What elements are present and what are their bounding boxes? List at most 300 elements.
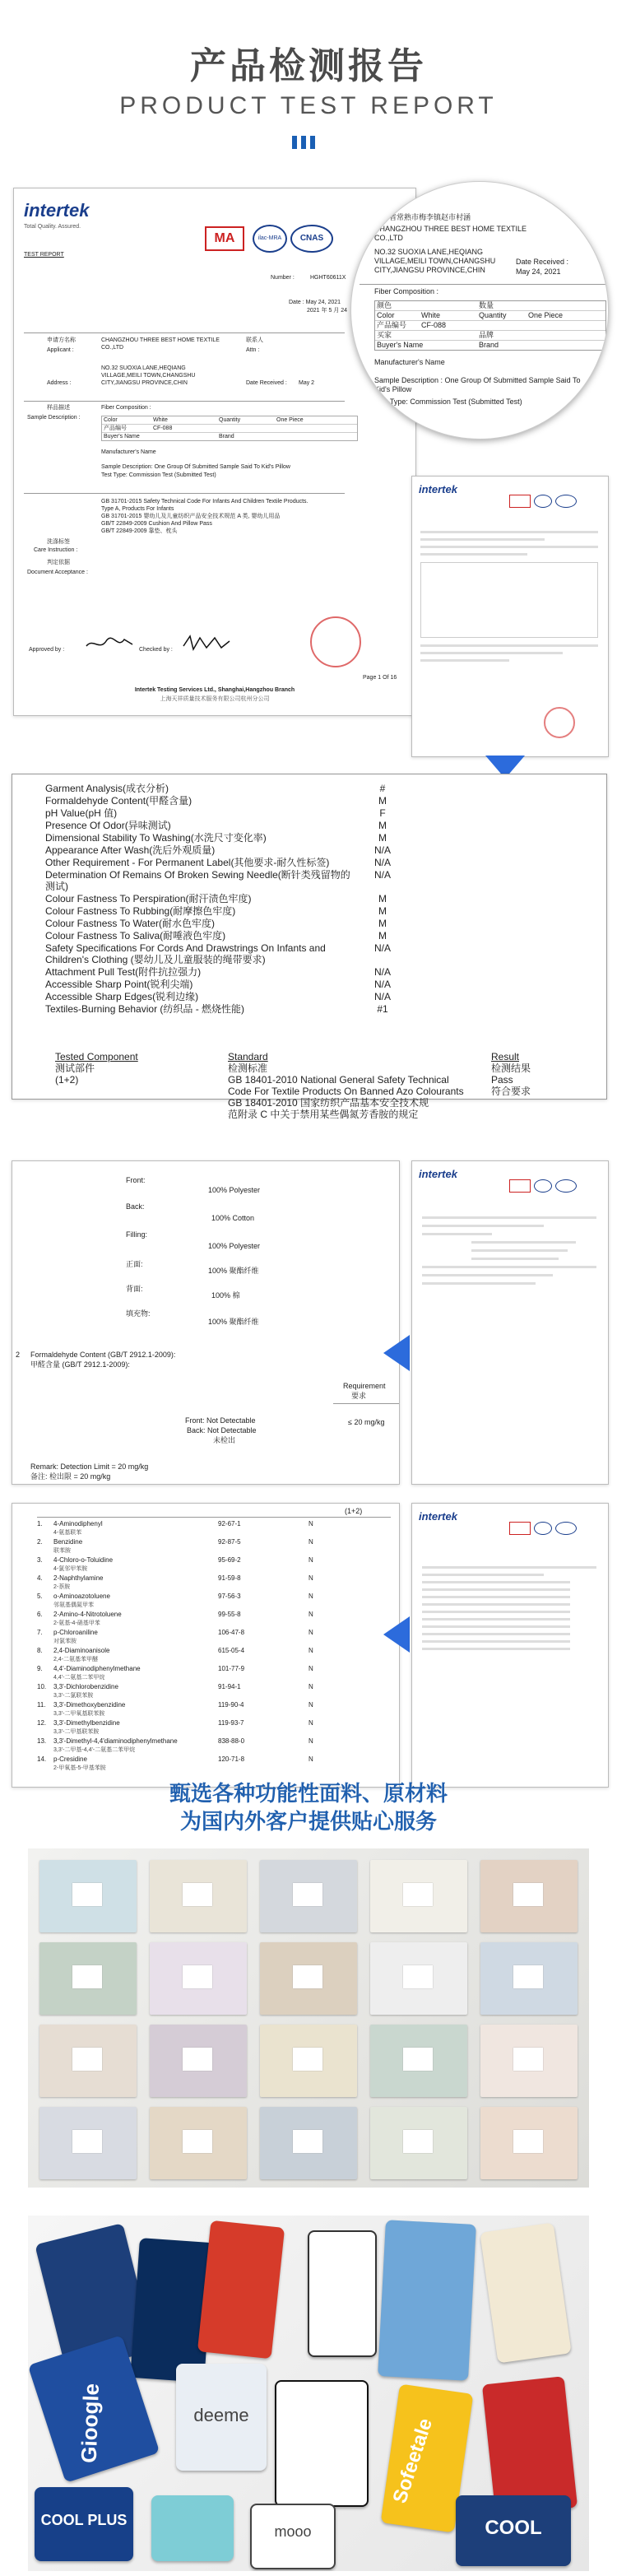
header-dots [292, 136, 315, 153]
fabric-swatch [260, 2107, 357, 2179]
thumb-logo: intertek [419, 483, 457, 495]
result-item-value: M [378, 893, 387, 904]
azo-row [37, 1629, 391, 1637]
azo-row [37, 1647, 391, 1655]
azo-res: N [308, 1719, 313, 1727]
azo-head: (1+2) [345, 1507, 363, 1515]
azo-cn: 2-萘胺 [53, 1584, 71, 1590]
footer-line1: Intertek Testing Services Ltd., Shanghai,Hangzhou Branch [134, 687, 295, 693]
azo-row [37, 1737, 391, 1746]
tag-text: deeme [193, 2405, 249, 2425]
sample-desc-cn: 样品描述 [47, 405, 70, 411]
standard-line: Type A, Products For Infants [101, 506, 174, 512]
result-row [45, 966, 580, 978]
tag-text: Gioogle [76, 2383, 104, 2464]
res-value-cn: 符合要求 [491, 1086, 531, 1097]
azo-res: N [308, 1755, 313, 1763]
azo-cas: 106-47-8 [218, 1629, 245, 1636]
result-item-name: Colour Fastness To Saliva(耐唾液色牢度) [45, 930, 226, 942]
fabric-swatch [480, 1860, 578, 1932]
report-thumb-3 [411, 1503, 609, 1788]
front-label: Front: [126, 1176, 146, 1184]
slogan-line2: 为国内外客户提供贴心服务 [179, 1809, 437, 1834]
back-value: 100% Cotton [211, 1214, 255, 1222]
result-item-name: Accessible Sharp Edges(锐利边缘) [45, 991, 199, 1002]
fabric-swatch [39, 2107, 137, 2179]
swatch-label [293, 2130, 322, 2153]
result-block [491, 1051, 531, 1097]
azo-row [37, 1611, 391, 1619]
fabric-swatch [39, 1942, 137, 2015]
result-item-value: N/A [373, 857, 391, 868]
azo-cas: 95-69-2 [218, 1556, 241, 1564]
result-item-value: # [379, 783, 386, 794]
result-row [45, 930, 580, 942]
brand-label: Brand [219, 434, 234, 439]
result-item-value: M [378, 795, 387, 807]
azo-name: 2,4-Diaminoanisole [53, 1647, 110, 1654]
front-value: 100% Polyester [208, 1186, 261, 1194]
result-item-name: pH Value(pH 值) [45, 807, 118, 819]
hang-tag [197, 2220, 285, 2360]
fabric-swatch [150, 1942, 247, 2015]
item-label: 产品编号 [104, 425, 127, 431]
cnas-badge: CNAS [290, 225, 333, 253]
result-item-value: N/A [373, 991, 391, 1002]
azo-cas: 91-59-8 [218, 1574, 241, 1582]
result-item-value: N/A [373, 966, 391, 978]
azo-cas: 99-55-8 [218, 1611, 241, 1618]
zoom-buyer-en: Buyer's Name [377, 341, 424, 349]
swatch-label [293, 2048, 322, 2071]
filling-value-cn: 100% 聚酯纤维 [208, 1318, 259, 1326]
std-line: Code For Textile Products On Banned Azo Colourants [228, 1086, 464, 1097]
zoom-table [374, 300, 606, 351]
azo-no: 3. [37, 1556, 43, 1564]
header-title-cn: 产品检测报告 [190, 46, 427, 86]
hang-tag [35, 2487, 133, 2561]
azo-res: N [308, 1701, 313, 1709]
result-item-value: N/A [373, 979, 391, 990]
sample-desc-en: Sample Description : [27, 415, 81, 421]
azo-no: 1. [37, 1520, 43, 1527]
result-item-name: Dimensional Stability To Washing(水洗尺寸变化率) [45, 832, 267, 844]
back-value-cn: 100% 棉 [211, 1291, 240, 1300]
result-row [45, 857, 580, 868]
filling-value: 100% Polyester [208, 1242, 261, 1250]
hang-tag [176, 2364, 267, 2471]
fabric-swatches-photo [28, 1848, 589, 2188]
azo-cn: 4-氨基联苯 [53, 1530, 82, 1536]
applicant-value: CHANGZHOU THREE BEST HOME TEXTILE CO.,LTD [101, 337, 220, 351]
result-row [45, 783, 580, 794]
azo-cn: 联苯胺 [53, 1548, 71, 1554]
checked-label: Checked by : [139, 647, 173, 653]
standard-line: GB 31701-2015 Safety Technical Code For Infants And Children Textile Products. [101, 499, 308, 505]
azo-no: 9. [37, 1665, 43, 1672]
approved-label: Approved by : [29, 647, 65, 653]
std-line: GB 18401-2010 National General Safety Technical [228, 1074, 449, 1086]
azo-res: N [308, 1593, 313, 1600]
azo-no: 8. [37, 1647, 43, 1654]
fabric-swatch [150, 1860, 247, 1932]
hang-tag [480, 2223, 571, 2364]
result-row [45, 1003, 580, 1015]
azo-no: 14. [37, 1755, 47, 1763]
standard-line: GB/T 22849-2009 Cushion And Pillow Pass [101, 521, 212, 527]
formaldehyde-title-en: Formaldehyde Content (GB/T 2912.1-2009): [30, 1351, 176, 1359]
azo-res: N [308, 1556, 313, 1564]
ilac-badge: ilac-MRA [253, 225, 287, 253]
result-item-value: M [378, 832, 387, 844]
back-label-cn: 背面: [126, 1285, 143, 1293]
result-row [45, 844, 580, 856]
care-en: Care Instruction : [34, 547, 78, 553]
thumb-logo: intertek [419, 1168, 457, 1180]
nd-cn: 未检出 [213, 1436, 236, 1444]
result-row [45, 807, 580, 819]
azo-no: 11. [37, 1701, 46, 1709]
result-item-name: Safety Specifications For Cords And Drawstrings On Infants and Children's Clothing (婴幼儿及儿童服装的绳带要求) [45, 942, 326, 965]
tc-value: (1+2) [55, 1074, 79, 1086]
address-en: Address : [47, 380, 72, 386]
zoom-brand-cn: 品牌 [479, 331, 494, 339]
result-item-value: M [378, 930, 387, 942]
date-received: Date Received : [246, 380, 287, 386]
tag-text: mooo [274, 2523, 312, 2540]
fabric-swatch [370, 1942, 467, 2015]
azo-name: 3,3'-Dimethylbenzidine [53, 1719, 120, 1727]
std-line: 范附录 C 中关于禁用某些偶氮芳香胺的规定 [228, 1109, 419, 1120]
arrow-left-icon [383, 1616, 410, 1653]
report-thumb-2 [411, 1160, 609, 1485]
test-type: Test Type: Commission Test (Submitted Test) [101, 472, 216, 478]
azo-name: o-Aminoazotoluene [53, 1593, 110, 1600]
azo-no: 7. [37, 1629, 43, 1636]
result-item-value: M [378, 905, 387, 917]
azo-res: N [308, 1629, 313, 1636]
result-row [45, 942, 580, 965]
zoom-item-cn: 产品编号 [377, 321, 407, 329]
date-cn: 2021 年 5 月 24 [307, 308, 348, 314]
thumb-badges [509, 495, 577, 512]
fabric-swatch [370, 2025, 467, 2097]
hang-tag [378, 2220, 476, 2380]
report-thumb-1 [411, 476, 609, 757]
manufacturer-label: Manufacturer's Name [101, 449, 156, 455]
result-item-name: Accessible Sharp Point(锐利尖端) [45, 979, 193, 990]
swatch-label [72, 2130, 102, 2153]
checker-signature [182, 633, 231, 653]
zoom-received: Date Received : [516, 258, 569, 266]
azo-cas: 97-56-3 [218, 1593, 241, 1600]
azo-name: 3,3'-Dimethoxybenzidine [53, 1701, 126, 1709]
result-row [45, 795, 580, 807]
azo-res: N [308, 1647, 313, 1654]
azo-cn: 4-氯邻甲苯胺 [53, 1566, 88, 1572]
quantity-value: One Piece [276, 417, 304, 423]
hang-tag [275, 2380, 369, 2507]
hang-tags-photo [28, 2216, 589, 2571]
color-label: Color [104, 417, 118, 423]
azo-cn: 邻氨基偶氮甲苯 [53, 1602, 94, 1608]
slogan-line1: 甄选各种功能性面料、原材料 [169, 1781, 448, 1806]
fabric-swatch [260, 1942, 357, 2015]
res-value-en: Pass [491, 1074, 513, 1086]
azo-cas: 92-67-1 [218, 1520, 241, 1527]
thumb-logo: intertek [419, 1510, 457, 1523]
swatch-label [72, 2048, 102, 2071]
filling-label-cn: 填充物: [126, 1309, 151, 1318]
azo-table [37, 1520, 391, 1774]
swatch-label [513, 2048, 543, 2071]
fabric-swatch [150, 2107, 247, 2179]
header-title-en: PRODUCT TEST REPORT [119, 92, 498, 119]
std-label-cn: 检测标准 [228, 1062, 268, 1074]
swatch-label [513, 2130, 543, 2153]
swatch-label [72, 1883, 102, 1906]
azo-cn: 3,3'-二甲氧基联苯胺 [53, 1711, 105, 1717]
zoom-test-type: Test Type: Commission Test (Submitted Test) [374, 398, 522, 406]
azo-cas: 101-77-9 [218, 1665, 245, 1672]
buyer-label: Buyer's Name [104, 434, 140, 439]
azo-res: N [308, 1520, 313, 1527]
azo-cas: 615-05-4 [218, 1647, 245, 1654]
fiber-comp: Fiber Composition : [101, 405, 151, 411]
azo-no: 13. [37, 1737, 47, 1745]
swatch-label [403, 1883, 433, 1906]
azo-row [37, 1701, 391, 1709]
azo-cn: 4,4'-二氨基二苯甲烷 [53, 1675, 105, 1681]
stamp [310, 616, 361, 667]
requirement-cn: 要求 [351, 1392, 367, 1400]
number-label: Number : [271, 275, 295, 281]
result-item-value: N/A [373, 844, 391, 856]
zoom-fiber: Fiber Composition : [374, 287, 439, 295]
zoom-qty-cn: 数量 [479, 301, 494, 309]
address-value: NO.32 SUOXIA LANE,HEQIANG VILLAGE,MEILI TOWN,CHANGSHU CITY,JIANGSU PROVINCE,CHIN [101, 365, 196, 386]
contact-cn: 联系人 [246, 337, 263, 343]
doc-req-en: Document Acceptance : [27, 570, 88, 575]
result-item-name: Other Requirement - For Permanent Label(其他要求-耐久性标签) [45, 857, 330, 868]
azo-no: 5. [37, 1593, 43, 1600]
zoom-brand-en: Brand [479, 341, 499, 349]
azo-cas: 119-93-7 [218, 1719, 244, 1727]
report-label: TEST REPORT [24, 252, 64, 258]
swatch-label [72, 1965, 102, 1988]
azo-res: N [308, 1574, 313, 1582]
azo-row [37, 1593, 391, 1601]
slogan [0, 1779, 617, 1835]
result-row [45, 979, 580, 990]
requirement-en: Requirement [343, 1382, 386, 1390]
brand-sub: Total Quality. Assured. [24, 224, 81, 230]
azo-name: p-Cresidine [53, 1755, 87, 1763]
front-label-cn: 正面: [126, 1260, 143, 1268]
azo-cn: 3,3'-二甲基-4,4'-二氨基二苯甲烷 [53, 1747, 136, 1753]
azo-name: Benzidine [53, 1538, 83, 1546]
azo-no: 10. [37, 1683, 47, 1690]
result-item-name: Colour Fastness To Perspiration(耐汗渍色牢度) [45, 893, 252, 904]
zoom-received-value: May 24, 2021 [516, 267, 561, 276]
azo-cas: 838-88-0 [218, 1737, 245, 1745]
azo-row [37, 1520, 391, 1528]
tag-text: COOL PLUS [40, 2512, 128, 2528]
result-item-name: Colour Fastness To Rubbing(耐摩擦色牢度) [45, 905, 236, 917]
hang-tag [151, 2495, 234, 2561]
formaldehyde-panel [12, 1160, 400, 1485]
fabric-swatch [480, 2025, 578, 2097]
zoom-sample: Sample Description : One Group Of Submitted Sample Said To Kid's Pillow [374, 376, 581, 393]
result-item-name: Determination Of Remains Of Broken Sewing Needle(断针类残留物的测试) [45, 869, 350, 892]
result-item-name: Presence Of Odor(异味测试) [45, 820, 171, 831]
azo-cas: 92-87-5 [218, 1538, 241, 1546]
azo-cas: 91-94-1 [218, 1683, 241, 1690]
result-item-value: N/A [373, 942, 391, 954]
result-item-name: Appearance After Wash(洗后外观质量) [45, 844, 216, 856]
results-list [45, 783, 580, 1016]
hang-tag [308, 2230, 377, 2357]
swatch-label [293, 1883, 322, 1906]
formaldehyde-title-cn: 甲醛含量 (GB/T 2912.1-2009): [30, 1360, 130, 1369]
swatch-label [403, 2130, 433, 2153]
date-received-value: May 2 [299, 380, 315, 386]
sample-table [101, 416, 358, 441]
zoom-name-line: CHANGZHOU THREE BEST HOME TEXTILE CO.,LTD [374, 225, 527, 242]
azo-name: 3,3'-Dichlorobenzidine [53, 1683, 118, 1690]
number-value: HGHT60611X [310, 275, 346, 281]
item-value: CF-088 [153, 425, 173, 431]
care-cn: 洗涤标签 [47, 539, 70, 545]
sample-note: Sample Description: One Group Of Submitted Sample Said To Kid's Pillow [101, 464, 290, 470]
azo-res: N [308, 1611, 313, 1618]
swatch-label [183, 2048, 212, 2071]
azo-res: N [308, 1665, 313, 1672]
zoom-mfr: Manufacturer's Name [374, 358, 445, 366]
result-item-name: Garment Analysis(成衣分析) [45, 783, 169, 794]
result-row [45, 918, 580, 929]
std-label-en: Standard [228, 1051, 268, 1062]
azo-cas: 120-71-8 [218, 1755, 245, 1763]
swatch-label [513, 1883, 543, 1906]
azo-cn: 2-甲氧基-5-甲基苯胺 [53, 1765, 106, 1771]
remark-en: Remark: Detection Limit = 20 mg/kg [30, 1462, 149, 1471]
azo-no: 2. [37, 1538, 43, 1546]
applicant-cn: 申请方名称 [47, 337, 76, 343]
front-value-cn: 100% 聚酯纤维 [208, 1267, 259, 1275]
zoom-addr: NO.32 SUOXIA LANE,HEQIANG VILLAGE,MEILI TOWN,CHANGSHU CITY,JIANGSU PROVINCE,CHIN [374, 248, 496, 274]
result-item-name: Formaldehyde Content(甲醛含量) [45, 795, 193, 807]
result-row [45, 832, 580, 844]
swatch-label [513, 1965, 543, 1988]
fabric-swatch [370, 1860, 467, 1932]
fabric-swatch [150, 2025, 247, 2097]
standard-line: GB/T 22849-2009 靠垫、枕头 [101, 528, 178, 534]
result-item-value: M [378, 820, 387, 831]
tc-label-en: Tested Component [55, 1051, 138, 1062]
swatch-label [183, 1965, 212, 1988]
azo-name: 2-Amino-4-Nitrotoluene [53, 1611, 122, 1618]
footer-line2: 上海天祥质量技术服务有限公司杭州分公司 [160, 696, 270, 702]
swatch-label [403, 2048, 433, 2071]
result-item-name: Colour Fastness To Water(耐水色牢度) [45, 918, 216, 929]
zoom-qty-en: Quantity [479, 311, 507, 319]
azo-name: 4-Aminodiphenyl [53, 1520, 103, 1527]
nd-front: Front: Not Detectable [185, 1416, 256, 1425]
result-item-name: Textiles-Burning Behavior (纺织品 - 燃烧性能) [45, 1003, 245, 1015]
azo-cas: 119-90-4 [218, 1701, 244, 1709]
doc-req-cn: 判定依据 [47, 560, 70, 565]
tc-label-cn: 测试部件 [55, 1062, 95, 1074]
azo-res: N [308, 1683, 313, 1690]
fabric-swatch [370, 2107, 467, 2179]
result-item-value: #1 [377, 1003, 388, 1015]
azo-cn: 对氯苯胺 [53, 1639, 77, 1644]
azo-no: 4. [37, 1574, 43, 1582]
azo-row [37, 1538, 391, 1546]
zoom-item-val: CF-088 [421, 321, 447, 329]
standards-block [101, 498, 397, 535]
color-value: White [153, 417, 168, 423]
arrow-left-icon [383, 1335, 410, 1371]
hang-tag [456, 2495, 571, 2566]
std-line: GB 18401-2010 国家纺织产品基本安全技术规 [228, 1097, 429, 1109]
result-row [45, 991, 580, 1002]
result-item-name: Attachment Pull Test(附件抗拉强力) [45, 966, 202, 978]
standard-line: GB 31701-2015 婴幼儿及儿童纺织产品安全技术规范 A 类, 婴幼儿用品 [101, 514, 281, 519]
res-label-cn: 检测结果 [491, 1062, 531, 1074]
result-row [45, 893, 580, 904]
result-item-value: M [378, 918, 387, 929]
zoom-name-cn: 江苏省常熟市梅李镇赵市村涵 [374, 213, 471, 221]
date-label: Date : May 24, 2021 [289, 300, 341, 305]
result-row [45, 820, 580, 831]
remark-cn: 备注: 检出限 = 20 mg/kg [30, 1472, 111, 1481]
fabric-swatch [480, 1942, 578, 2015]
zoom-color-val: White [421, 311, 441, 319]
swatch-label [183, 2130, 212, 2153]
azo-no: 6. [37, 1611, 43, 1618]
swatch-label [183, 1883, 212, 1906]
attn: Attn : [246, 347, 260, 353]
swatch-label [403, 1965, 433, 1988]
azo-cn: 3,3'-二甲基联苯胺 [53, 1729, 100, 1735]
page-header [0, 0, 617, 165]
back-label: Back: [126, 1202, 145, 1211]
azo-row [37, 1683, 391, 1691]
standard-block [228, 1051, 464, 1120]
page-number: Page 1 Of 16 [363, 675, 397, 681]
tag-text: Sofeetale [388, 2416, 438, 2507]
nd-back: Back: Not Detectable [187, 1426, 257, 1434]
approver-signature [85, 635, 134, 653]
azo-row [37, 1665, 391, 1673]
report-page-main [13, 188, 416, 716]
result-item-value: F [379, 807, 386, 819]
result-item-value: N/A [373, 869, 391, 881]
azo-name: 3,3'-Dimethyl-4,4'diaminodiphenylmethane [53, 1737, 178, 1745]
applicant-en: Applicant : [47, 347, 74, 353]
fabric-swatch [260, 1860, 357, 1932]
azo-row [37, 1556, 391, 1565]
azo-row [37, 1574, 391, 1583]
azo-name: p-Chloroaniline [53, 1629, 98, 1636]
result-row [45, 869, 580, 892]
azo-no: 12. [37, 1719, 47, 1727]
azo-res: N [308, 1538, 313, 1546]
fabric-swatch [39, 1860, 137, 1932]
ma-badge: MA [205, 226, 244, 251]
